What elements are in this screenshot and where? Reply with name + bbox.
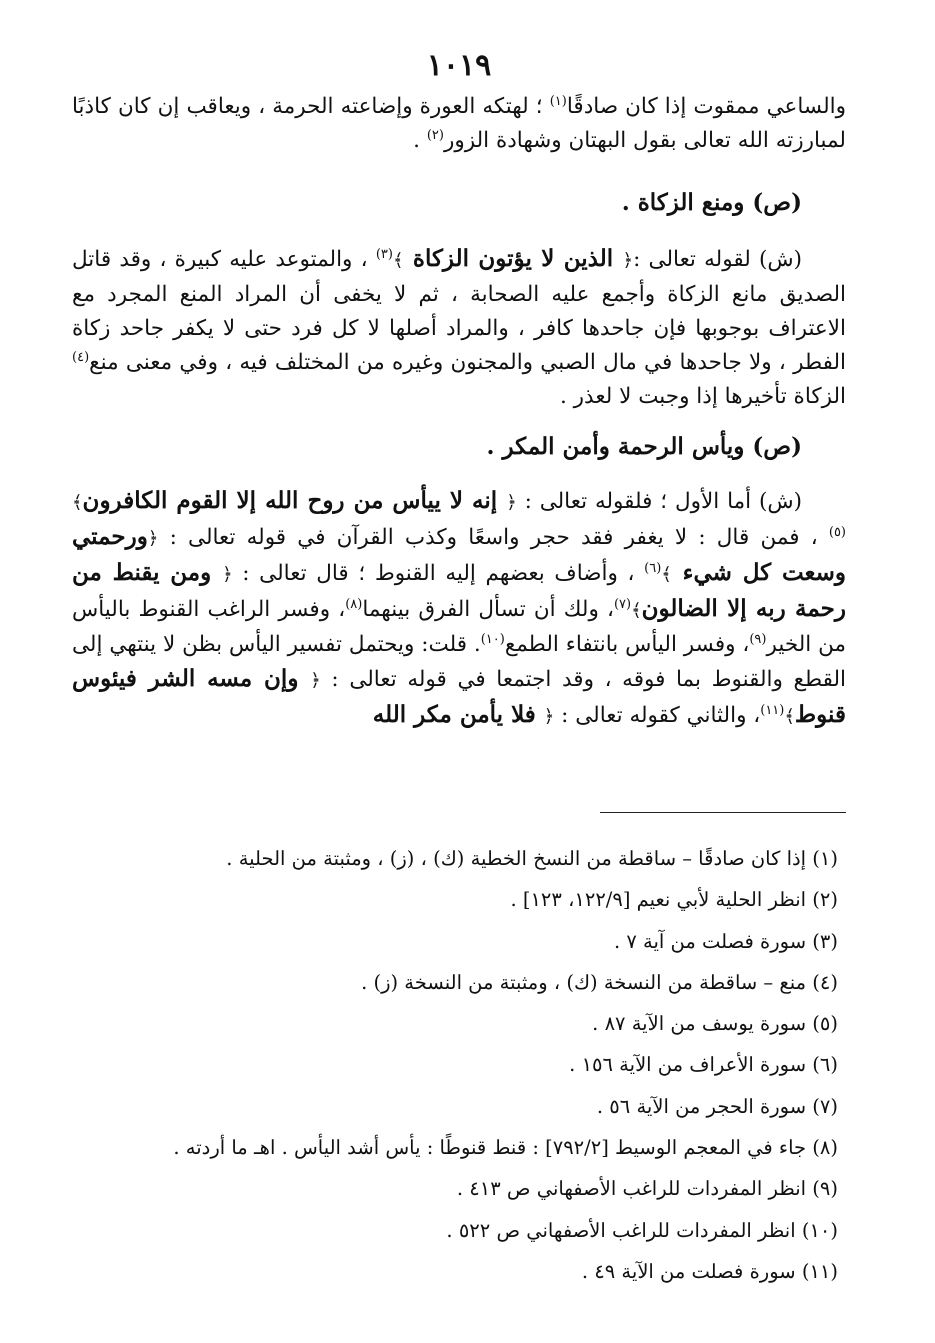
- footnote-ref-10[interactable]: (١٠): [480, 631, 505, 647]
- continuation-paragraph: [72, 90, 846, 158]
- footnote-ref-6[interactable]: (٦): [644, 560, 662, 576]
- footnote-8: (٨) جاء في المعجم الوسيط [٧٩٢/٢] : قنط قنوطًا : يأس أشد اليأس . اهـ ما أردته .: [173, 1136, 838, 1160]
- footnote-9: (٩) انظر المفردات للراغب الأصفهاني ص ٤١٣ .: [456, 1177, 838, 1201]
- quran-open-bracket: ﴿: [506, 492, 517, 513]
- quran-open-bracket: ﴿: [543, 706, 555, 727]
- footnote-ref-2[interactable]: (٢): [426, 127, 444, 143]
- page-number: ١٠١٩: [426, 48, 492, 83]
- footnote-4: (٤) منع – ساقطة من النسخة (ك) ، ومثبتة من النسخة (ز) .: [361, 970, 838, 994]
- section-heading-zakat: (ص) ومنع الزكاة .: [621, 189, 802, 216]
- quran-verse: إنه لا ييأس من روح الله إلا القوم الكافرون: [82, 487, 507, 514]
- footnote-7: (٧) سورة الحجر من الآية ٥٦ .: [596, 1094, 838, 1118]
- section-heading-despair: (ص) ويأس الرحمة وأمن المكر .: [486, 433, 802, 460]
- commentary-paragraph-zakat: [72, 242, 846, 414]
- main-text: [72, 90, 846, 734]
- quran-open-bracket: ﴿: [310, 670, 321, 691]
- commentary-text: ، ولك أن تسأل الفرق بينهما: [362, 597, 614, 622]
- commentary-lead: (ش) لقوله تعالى :: [633, 247, 802, 272]
- footnote-6: (٦) سورة الأعراف من الآية ١٥٦ .: [569, 1053, 838, 1077]
- commentary-paragraph-despair: [72, 484, 846, 734]
- quran-verse: ورحمتي وسعت كل شيء: [72, 523, 847, 586]
- footnote-1: (١) إذا كان صادقًا – ساقطة من النسخ الخطية (ك) ، (ز) ، ومثبتة من الحلية .: [226, 847, 838, 870]
- commentary-text: ، وفسر اليأس بانتفاء الطمع: [504, 632, 750, 657]
- footnotes-list: [72, 838, 846, 1292]
- quran-verse: وإن مسه الشر فيئوس قنوط: [72, 665, 846, 728]
- continuation-text-c: .: [413, 128, 427, 153]
- footnote-ref-1[interactable]: (١): [549, 93, 567, 109]
- quran-verse: الذين لا يؤتون الزكاة: [403, 245, 623, 272]
- commentary-text: ، والمتوعد عليه كبيرة ، وقد قاتل الصديق مانع الزكاة وأجمع عليه الصحابة ، ثم لا يخفى أن المراد المنع المجرد مع الاعتراف بوجوبها فإن جاحدها كافر ، والمراد أصلها لا كل فرد حتى لا يكفر جاحد زكاة الفطر ، ولا جاحدها في مال الصبي والمجنون وغيره من المختلف فيه ، وفي معنى منع: [72, 247, 846, 375]
- quran-verse: فلا يأمن مكر الله: [372, 701, 544, 728]
- footnote-2: (٢) انظر الحلية لأبي نعيم [١٢٢/٩، ١٢٣] .: [510, 888, 838, 912]
- continuation-text-a: والساعي ممقوت إذا كان صادقًا: [566, 94, 847, 119]
- quran-close-bracket: ﴾: [661, 564, 672, 585]
- footnote-ref-7[interactable]: (٧): [613, 596, 632, 612]
- quran-close-bracket: ﴾: [392, 250, 404, 271]
- quran-open-bracket: ﴿: [222, 564, 233, 585]
- quran-open-bracket: ﴿: [147, 528, 159, 549]
- footnote-ref-4[interactable]: (٤): [72, 349, 90, 365]
- footnote-divider: [600, 812, 846, 813]
- commentary-text: ، وفسر الراغب القنوط باليأس من الخير: [72, 597, 846, 657]
- quran-open-bracket: ﴿: [622, 250, 634, 271]
- footnote-ref-8[interactable]: (٨): [345, 596, 363, 612]
- footnote-10: (١٠) انظر المفردات للراغب الأصفهاني ص ٥٢٢ .: [446, 1218, 838, 1242]
- commentary-text: ، فمن قال : لا يغفر فقد حجر واسعًا وكذب القرآن في قوله تعالى :: [158, 525, 829, 550]
- quran-verse: ومن يقنط من رحمة ربه إلا الضالون: [72, 559, 847, 622]
- footnote-11: (١١) سورة فصلت من الآية ٤٩ .: [581, 1259, 838, 1283]
- footnote-ref-11[interactable]: (١١): [760, 702, 785, 718]
- footnote-5: (٥) سورة يوسف من الآية ٨٧ .: [592, 1012, 838, 1036]
- commentary-text: ، والثاني كقوله تعالى :: [554, 703, 761, 728]
- commentary-lead: (ش) أما الأول ؛ فلقوله تعالى :: [516, 489, 802, 514]
- footnote-3: (٣) سورة فصلت من آية ٧ .: [613, 929, 838, 953]
- commentary-text-end: الزكاة تأخيرها إذا وجبت لا لعذر .: [560, 384, 846, 409]
- quran-close-bracket: ﴾: [631, 600, 642, 621]
- footnote-ref-3[interactable]: (٣): [375, 246, 393, 262]
- footnote-ref-9[interactable]: (٩): [749, 631, 767, 647]
- footnote-ref-5[interactable]: (٥): [828, 524, 846, 540]
- quran-close-bracket: ﴾: [784, 706, 795, 727]
- quran-close-bracket: ﴾: [72, 492, 83, 513]
- commentary-text: ، وأضاف بعضهم إليه القنوط ؛ قال تعالى :: [232, 561, 645, 586]
- continuation-text-b: ؛ لهتكه العورة وإضاعته الحرمة ، ويعاقب إن كان كاذبًا لمبارزته الله تعالى بقول البهتان وشهادة الزور: [72, 94, 846, 153]
- commentary-text: . قلت: ويحتمل تفسير اليأس بظن لا ينتهي إلى القطع والقنوط بما فوقه ، وقد اجتمعا في قوله تعالى :: [72, 632, 846, 692]
